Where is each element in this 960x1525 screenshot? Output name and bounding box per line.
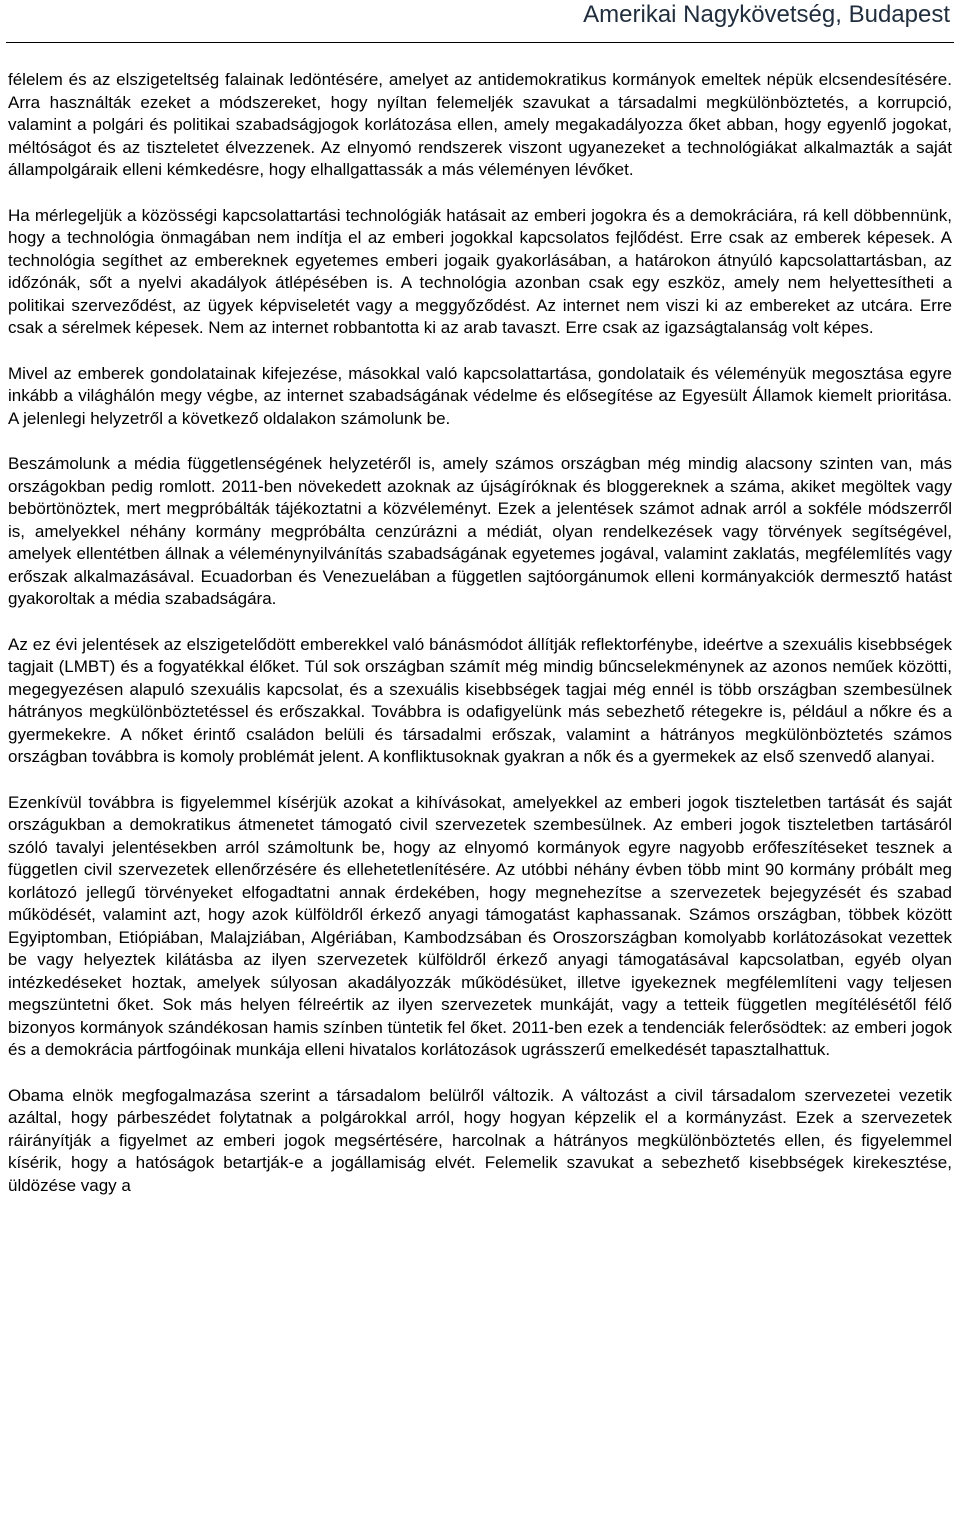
paragraph: félelem és az elszigeteltség falainak ledöntésére, amelyet az antidemokratikus kormányok emeltek népük elcsendesítésére. Arra használták ezeket a módszereket, hogy nyíltan felemeljék szavukat a társadalmi megkülönböztetés, a korrupció, valamint a polgári és politikai szabadságjogok korlátozása ellen, amely megakadályozza őket abban, hogy egyenlő jogokat, méltóságot és az tiszteletet élvezzenek. Az elnyomó rendszerek viszont ugyanezeket a technológiákat alkalmazták a saját állampolgáraik elleni kémkedésre, hogy elhallgattassák a más véleményen lévőket. <box>8 70 952 179</box>
paragraph: Obama elnök megfogalmazása szerint a társadalom belülről változik. A változást a civil társadalom szervezetei vezetik azáltal, hogy párbeszédet folytatnak a polgárokkal arról, hogy hogyan képzelik el a kormányzást. Ezek a szervezetek ráirányítják a figyelmet az emberi jogok megsértésére, harcolnak a hátrányos megkülönböztetés ellen, és figyelemmel kísérik, hogy a hatóságok betartják-e a jogállamiság elvét. Felemelik szavukat a sebezhető kisebbségek kirekesztése, üldözése vagy a <box>8 1085 952 1195</box>
paragraph: Mivel az emberek gondolatainak kifejezése, másokkal való kapcsolattartása, gondolataik és véleményük megosztása egyre inkább a világhálón megy végbe, az internet szabadságának védelme és elősegítése az Egyesült Államok kiemelt prioritása. A jelenlegi helyzetről a következő oldalakon számolunk be. <box>8 363 952 428</box>
paragraph: Ezenkívül továbbra is figyelemmel kísérjük azokat a kihívásokat, amelyekkel az emberi jogok tiszteletben tartását és saját országukban a demokratikus átmenetet támogató civil szervezetek szembesülnek. Az emberi jogok tiszteletben tartásáról szóló tavalyi jelentésekben arról számoltunk be, hogy az elnyomó kormányok egyre nagyobb erőfeszítéseket tesznek a független civil szervezetek ellenőrzésére és ellehetetlenítésére. Az utóbbi néhány évben több mint 90 kormány próbált meg korlátozó jellegű törvényeket elfogadtatni annak érdekében, hogy megnehezítse a szervezetek bejegyzését és szabad működését, valamint azt, hogy azok külföldről érkező anyagi támogatást kaphassanak. Számos országban, többek között Egyiptomban, Etiópiában, Malajziában, Algériában, Kambodzsában és Oroszországban komolyabb korlátozásokat vezettek be vagy helyeztek kilátásba az ilyen szervezetek külföldről érkező anyagi támogatásával kapcsolatban, egyéb olyan intézkedéseket hoztak, amelyek súlyosan akadályozzák működésüket, illetve igyekeznek megfélemlíteni vagy teljesen megszüntetni őket. Sok más helyen félreértik az ilyen szervezetek munkáját, vagy a tetteik független megítélésétől félő bizonyos kormányok szándékosan hamis színben tüntetik fel őket. 2011-ben ezek a tendenciák felerősödtek: az emberi jogok és a demokrácia pártfogóinak munkája elleni hivatalos korlátozások ugrásszerű emelkedését tapasztalhattuk. <box>8 792 952 1059</box>
page-header <box>6 0 954 43</box>
document-body <box>8 69 952 1197</box>
paragraph: Beszámolunk a média függetlenségének helyzetéről is, amely számos országban még mindig alacsony szinten van, más országokban pedig romlott. 2011-ben növekedett azoknak az újságíróknak és bloggereknek a száma, akiket megöltek vagy bebörtönöztek, mert megpróbálták tájékoztatni a közvéleményt. Ezek a jelentések számot adnak arról a sokféle módszerről is, amelyekkel néhány kormány megpróbálta cenzúrázni a médiát, olyan rendelkezések vagy törvények segítségével, amelyek ellentétben állnak a véleménynyilvánítás szabadságának egyetemes jogával, valamint zaklatás, megfélemlítés vagy erőszak alkalmazásával. Ecuadorban és Venezuelában a független sajtóorgánumok elleni kormányakciók dermesztő hatást gyakoroltak a média szabadságára. <box>8 454 952 608</box>
paragraph: Az ez évi jelentések az elszigetelődött emberekkel való bánásmódot állítják reflektorfénybe, ideértve a szexuális kisebbségek tagjait (LMBT) és a fogyatékkal élőket. Túl sok országban számít még mindig bűncselekménynek az azonos neműek közötti, megegyezésen alapuló szexuális kapcsolat, és a szexuális kisebbségek tagjai még ennél is több országban szembesülnek hátrányos megkülönböztetéssel és erőszakkal. Továbbra is odafigyelünk más sebezhető rétegekre is, például a nőkre és a gyermekekre. A nőket érintő családon belüli és társadalmi erőszak, valamint a hátrányos megkülönböztetés számos országban továbbra is komoly problémát jelent. A konfliktusoknak gyakran a nők és a gyermekek az első szenvedő alanyai. <box>8 634 952 766</box>
paragraph: Ha mérlegeljük a közösségi kapcsolattartási technológiák hatásait az emberi jogokra és a demokráciára, rá kell döbbennünk, hogy a technológia önmagában nem indítja el az emberi jogokkal kapcsolatos fejlődést. Erre csak az emberek képesek. A technológia segíthet az embereknek egyetemes emberi jogaik gyakorlásában, a határokon átnyúló kapcsolattartásban, az időzónák, sőt a nyelvi akadályok átlépésében is. A technológia azonban csak egy eszköz, amely nem helyettesítheti a politikai szerveződést, az ügyek képviseletét vagy a meggyőződést. Az internet nem viszi ki az embereket az utcára. Erre csak a sérelmek képesek. Nem az internet robbantotta ki az arab tavaszt. Erre csak az igazságtalanság volt képes. <box>8 205 952 337</box>
header-title: Amerikai Nagykövetség, Budapest <box>583 1 950 28</box>
